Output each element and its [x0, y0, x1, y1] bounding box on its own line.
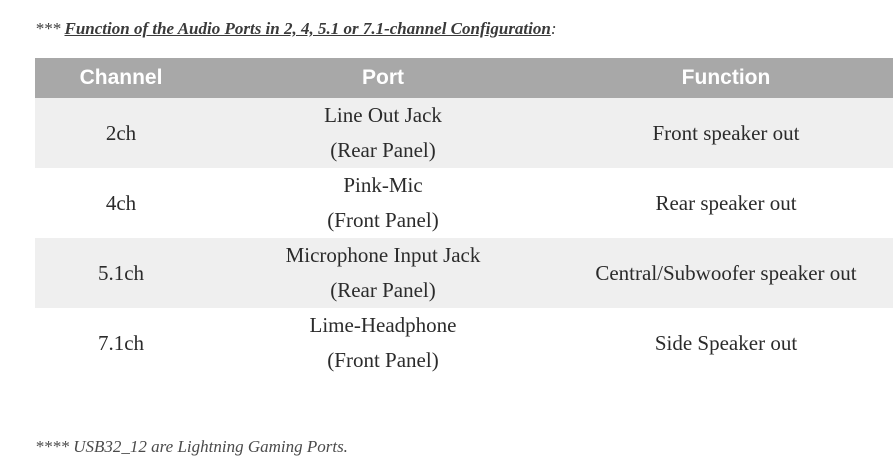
- port-name: Lime-Headphone: [309, 313, 457, 337]
- header-channel: Channel: [35, 58, 207, 98]
- audio-ports-table: [35, 58, 893, 378]
- header-function: Function: [559, 58, 893, 98]
- port-cell: [207, 168, 559, 238]
- port-location: (Front Panel): [327, 348, 439, 372]
- footnote: **** USB32_12 are Lightning Gaming Ports.: [35, 437, 348, 456]
- function-cell: Front speaker out: [559, 98, 893, 168]
- channel-cell: 7.1ch: [35, 308, 207, 378]
- table-header-row: [35, 58, 893, 98]
- port-name: Pink-Mic: [343, 173, 423, 197]
- heading-suffix: :: [550, 19, 557, 38]
- port-name: Line Out Jack: [324, 103, 442, 127]
- table-row: [35, 238, 893, 308]
- channel-cell: 2ch: [35, 98, 207, 168]
- function-cell: Rear speaker out: [559, 168, 893, 238]
- function-cell: Central/Subwoofer speaker out: [559, 238, 893, 308]
- port-cell: [207, 308, 559, 378]
- table-row: [35, 98, 893, 168]
- heading-title: Function of the Audio Ports in 2, 4, 5.1 or 7.1-channel Configuration: [64, 19, 551, 38]
- heading-prefix: ***: [35, 19, 61, 38]
- function-cell: Side Speaker out: [559, 308, 893, 378]
- channel-cell: 5.1ch: [35, 238, 207, 308]
- channel-cell: 4ch: [35, 168, 207, 238]
- port-cell: [207, 238, 559, 308]
- table-row: [35, 308, 893, 378]
- port-name: Microphone Input Jack: [285, 243, 481, 267]
- port-cell: [207, 98, 559, 168]
- table-row: [35, 168, 893, 238]
- header-port: Port: [207, 58, 559, 98]
- port-location: (Rear Panel): [330, 278, 436, 302]
- port-location: (Front Panel): [327, 208, 439, 232]
- port-location: (Rear Panel): [330, 138, 436, 162]
- section-heading: [35, 19, 557, 39]
